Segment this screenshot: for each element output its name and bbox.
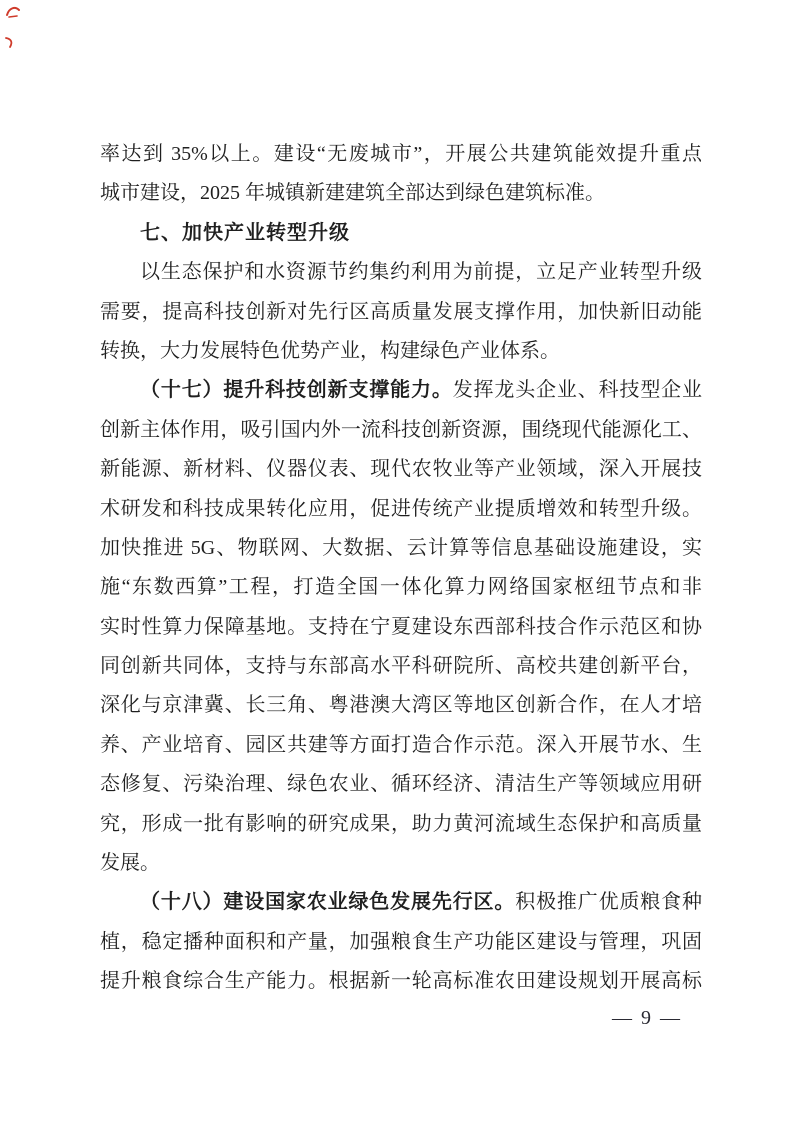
line-text: 术研发和科技成果转化应用，促进传统产业提质增效和转型升级。 bbox=[100, 497, 702, 520]
text-line bbox=[100, 332, 702, 371]
line-text: 提升粮食综合生产能力。根据新一轮高标准农田建设规划开展高标 bbox=[100, 970, 702, 993]
line-text: 城市建设，2025 年城镇新建建筑全部达到绿色建筑标准。 bbox=[100, 182, 605, 205]
line-text: 同创新共同体，支持与东部高水平科研院所、高校共建创新平台， bbox=[100, 655, 702, 678]
line-text: 积极推广优质粮食种 bbox=[515, 891, 702, 914]
line-text: 发展。 bbox=[100, 852, 160, 875]
section-heading bbox=[100, 214, 702, 253]
line-text: 态修复、污染治理、绿色农业、循环经济、清洁生产等领域应用研 bbox=[100, 773, 702, 796]
red-ink-mark-icon bbox=[5, 4, 21, 25]
text-line bbox=[100, 411, 702, 450]
text-line bbox=[100, 844, 702, 883]
text-line bbox=[100, 686, 702, 725]
paragraph-bold-lead: （十八）建设国家农业绿色发展先行区。 bbox=[140, 891, 516, 914]
text-line bbox=[100, 293, 702, 332]
text-line bbox=[100, 726, 702, 765]
line-text: 施“东数西算”工程，打造全国一体化算力网络国家枢纽节点和非 bbox=[100, 576, 702, 599]
text-line bbox=[100, 490, 702, 529]
line-text: 加快推进 5G、物联网、大数据、云计算等信息基础设施建设，实 bbox=[100, 536, 702, 559]
line-text: 养、产业培育、园区共建等方面打造合作示范。深入开展节水、生 bbox=[100, 733, 702, 756]
text-line bbox=[100, 135, 702, 174]
line-text: 需要，提高科技创新对先行区高质量发展支撑作用，加快新旧动能 bbox=[100, 300, 702, 323]
text-line bbox=[100, 529, 702, 568]
text-line bbox=[100, 174, 702, 213]
line-text: 究，形成一批有影响的研究成果，助力黄河流域生态保护和高质量 bbox=[100, 812, 702, 835]
text-line bbox=[100, 371, 702, 410]
line-text: 以生态保护和水资源节约集约利用为前提，立足产业转型升级 bbox=[140, 261, 702, 284]
document-content bbox=[100, 135, 702, 1002]
text-line bbox=[100, 962, 702, 1001]
page-number: — 9 — bbox=[612, 1007, 682, 1029]
text-line bbox=[100, 253, 702, 292]
text-line bbox=[100, 450, 702, 489]
line-text: 实时性算力保障基地。支持在宁夏建设东西部科技合作示范区和协 bbox=[100, 615, 702, 638]
text-line bbox=[100, 923, 702, 962]
text-line bbox=[100, 647, 702, 686]
line-text: 深化与京津冀、长三角、粤港澳大湾区等地区创新合作，在人才培 bbox=[100, 694, 702, 717]
line-text: 创新主体作用，吸引国内外一流科技创新资源，围绕现代能源化工、 bbox=[100, 418, 702, 441]
text-line bbox=[100, 608, 702, 647]
line-text: 新能源、新材料、仪器仪表、现代农牧业等产业领域，深入开展技 bbox=[100, 458, 702, 481]
line-text: 植，稳定播种面积和产量，加强粮食生产功能区建设与管理，巩固 bbox=[100, 930, 702, 953]
text-line bbox=[100, 883, 702, 922]
red-ink-mark-icon bbox=[4, 35, 17, 55]
text-line bbox=[100, 765, 702, 804]
line-text: 转换，大力发展特色优势产业，构建绿色产业体系。 bbox=[100, 339, 560, 362]
paragraph-bold-lead: （十七）提升科技创新支撑能力。 bbox=[140, 379, 453, 402]
line-text: 七、加快产业转型升级 bbox=[140, 221, 350, 244]
line-text: 发挥龙头企业、科技型企业 bbox=[452, 379, 702, 402]
text-line bbox=[100, 568, 702, 607]
line-text: 率达到 35%以上。建设“无废城市”，开展公共建筑能效提升重点 bbox=[100, 143, 702, 165]
text-line bbox=[100, 805, 702, 844]
